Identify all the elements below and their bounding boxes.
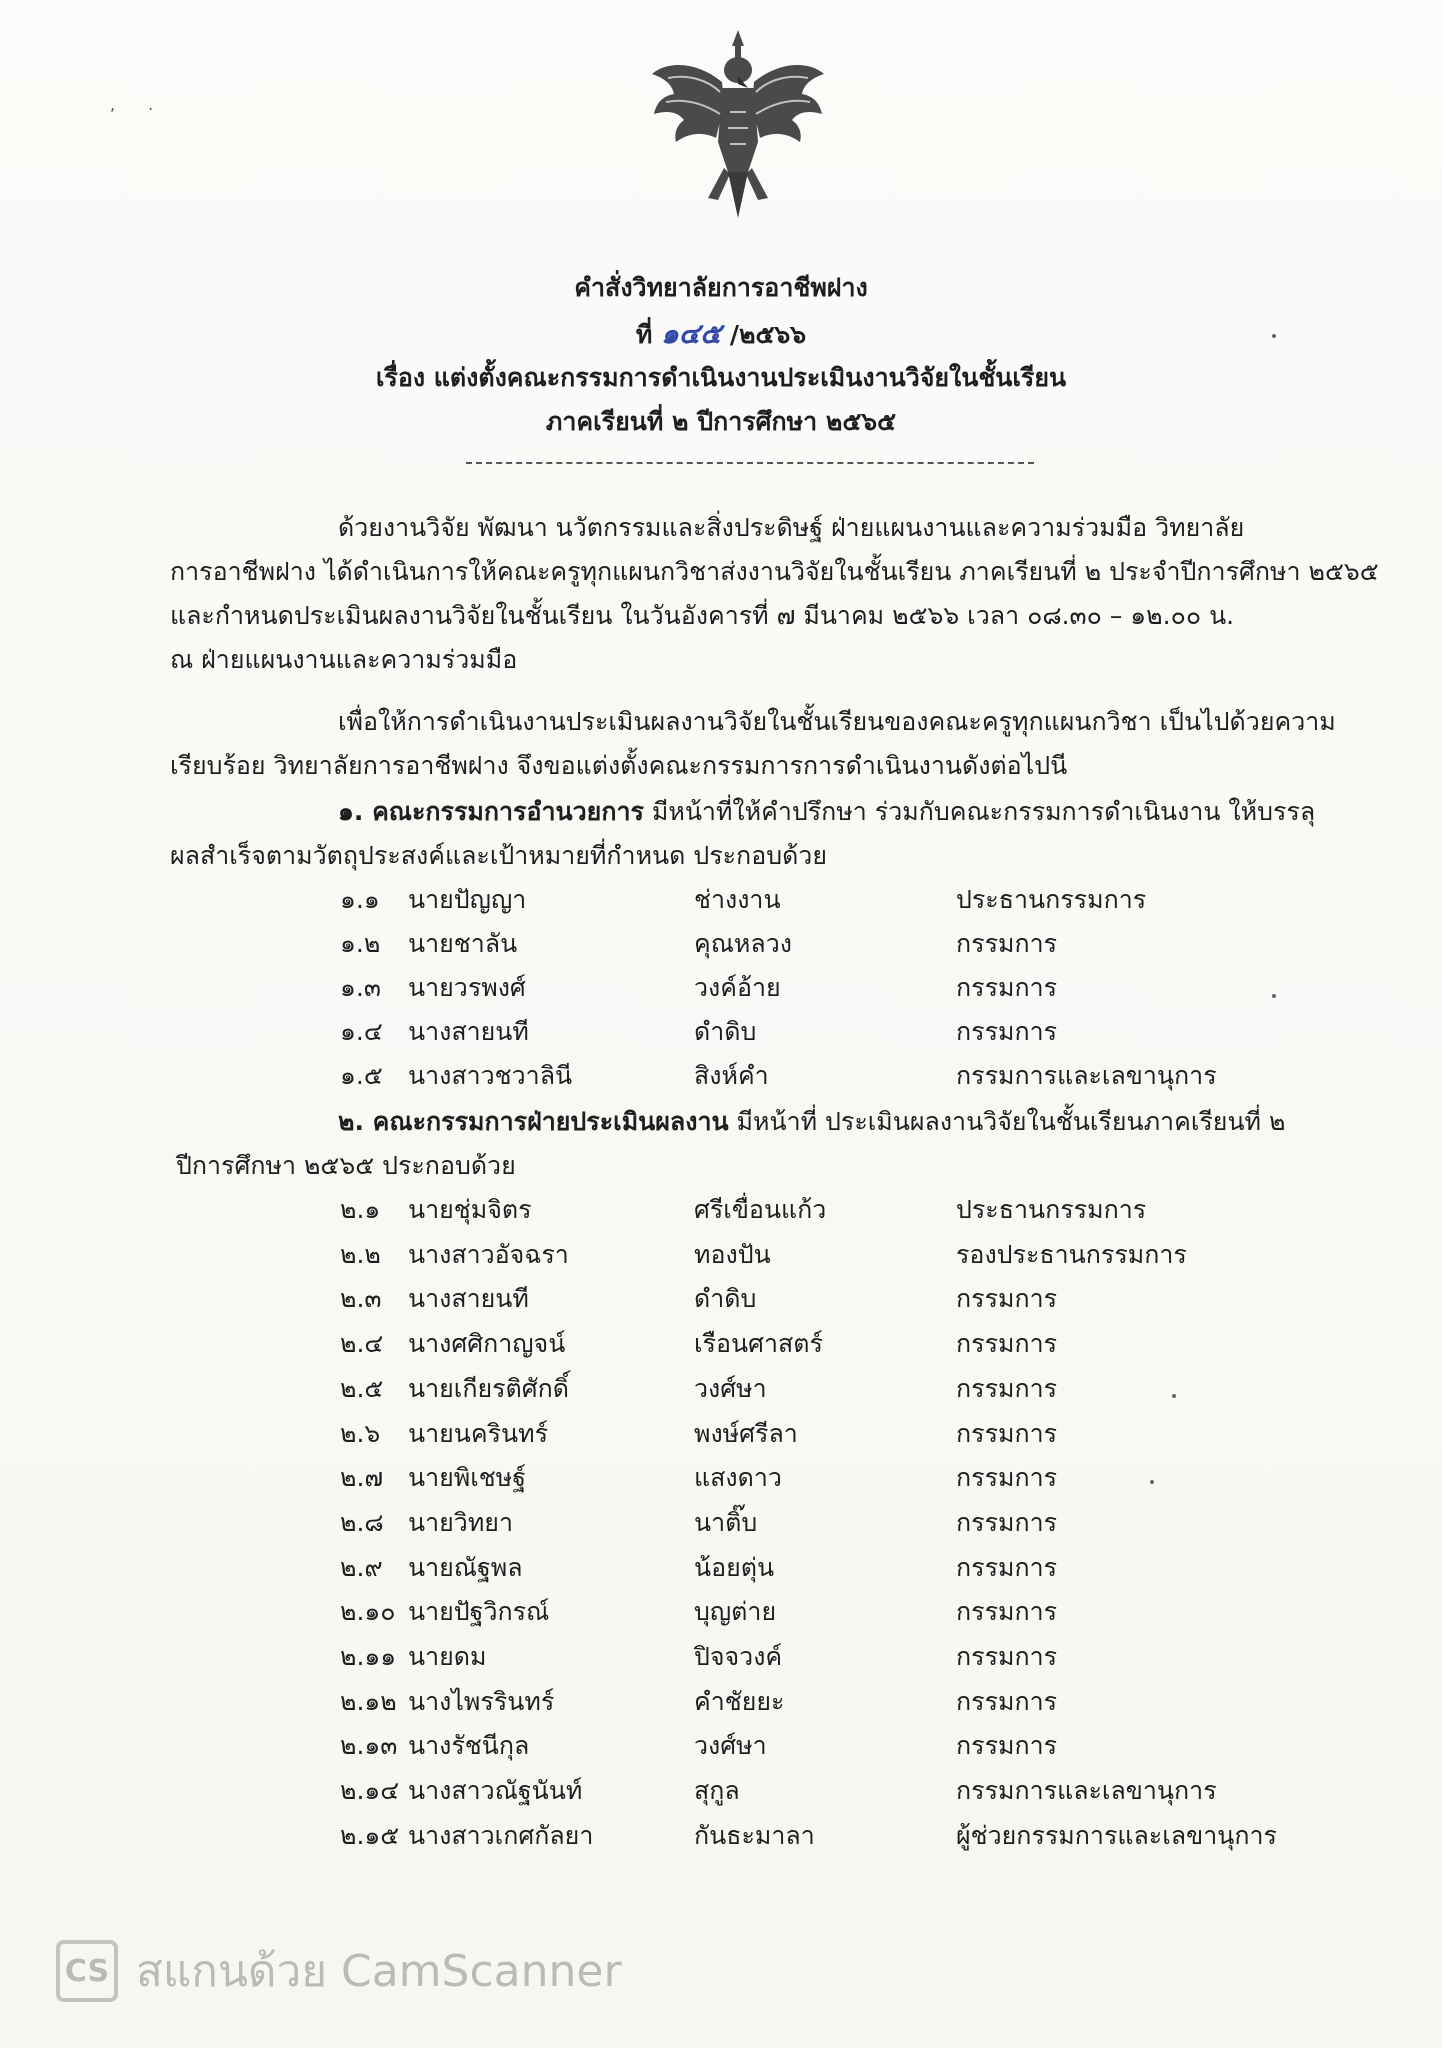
member-name: นายปัญญา xyxy=(408,885,527,914)
member-role: กรรมการ xyxy=(956,1284,1058,1314)
member-role: กรรมการ xyxy=(956,973,1058,1002)
member-number: ๒.๑๔ xyxy=(340,1776,400,1806)
member-role: กรรมการ xyxy=(956,1507,1058,1537)
section2-intro xyxy=(338,1102,1285,1142)
section1-intro xyxy=(338,792,1315,832)
member-name: นางรัชนีกุล xyxy=(408,1731,530,1761)
member-row xyxy=(0,1503,1442,1547)
member-row xyxy=(0,1235,1442,1279)
member-role: กรรมการ xyxy=(956,1642,1058,1671)
member-row xyxy=(0,1190,1442,1234)
member-number: ๒.๓ xyxy=(340,1284,382,1314)
member-role: กรรมการ xyxy=(956,1597,1058,1627)
member-role: กรรมการ xyxy=(956,1329,1058,1359)
member-surname: ปิจจวงค์ xyxy=(694,1642,783,1671)
number-prefix: ที่ xyxy=(635,320,653,349)
member-surname: คำชัยยะ xyxy=(694,1686,785,1716)
member-role: กรรมการ xyxy=(956,1017,1058,1046)
member-surname: คุณหลวง xyxy=(694,929,792,958)
member-name: นายวิทยา xyxy=(408,1507,513,1537)
garuda-emblem-icon xyxy=(638,22,838,222)
member-name: นายพิเชษฐ์ xyxy=(408,1463,527,1493)
intro-line: ณ ฝ่ายแผนงานและความร่วมมือ xyxy=(170,645,518,674)
member-row xyxy=(0,1324,1442,1368)
member-name: นายณัฐพล xyxy=(408,1552,523,1582)
member-surname: ดำดิบ xyxy=(694,1017,757,1046)
member-row xyxy=(0,1726,1442,1770)
member-surname: วงค์อ้าย xyxy=(694,973,781,1002)
member-name: นายชุ่มจิตร xyxy=(408,1195,532,1224)
member-surname: กันธะมาลา xyxy=(694,1820,815,1850)
section2-heading: ๒. คณะกรรมการฝ่ายประเมินผลงาน xyxy=(338,1107,729,1136)
section1-heading: ๑. คณะกรรมการอำนวยการ xyxy=(338,797,644,826)
member-role: ประธานกรรมการ xyxy=(956,885,1147,914)
member-role: กรรมการ xyxy=(956,929,1058,958)
section1-desc: มีหน้าที่ให้คำปรึกษา ร่วมกับคณะกรรมการดำเนินงาน ให้บรรลุ xyxy=(643,797,1316,826)
member-name: นางสาวชวาลินี xyxy=(408,1061,573,1090)
member-role: กรรมการ xyxy=(956,1686,1058,1716)
member-name: นายนครินทร์ xyxy=(408,1418,549,1448)
section2-desc-line2: ปีการศึกษา ๒๕๖๕ ประกอบด้วย xyxy=(176,1151,516,1180)
member-surname: ช่างงาน xyxy=(694,885,781,914)
member-row xyxy=(0,1012,1442,1056)
member-row xyxy=(0,968,1442,1012)
member-number: ๒.๑ xyxy=(340,1195,381,1224)
member-number: ๒.๒ xyxy=(340,1239,381,1269)
member-surname: สุกูล xyxy=(694,1776,740,1806)
camscanner-text: สแกนด้วย CamScanner xyxy=(136,1946,622,1997)
member-name: นางสาวณัฐนันท์ xyxy=(408,1776,583,1806)
member-surname: บุญต่าย xyxy=(694,1597,777,1627)
member-row xyxy=(0,1771,1442,1815)
member-row xyxy=(0,1592,1442,1636)
member-name: นางสาวอัจฉรา xyxy=(408,1239,569,1269)
member-surname: น้อยตุ่น xyxy=(694,1552,775,1582)
member-role: รองประธานกรรมการ xyxy=(956,1239,1187,1269)
member-number: ๒.๖ xyxy=(340,1418,381,1448)
member-role: กรรมการและเลขานุการ xyxy=(956,1061,1217,1090)
member-name: นางสาวเกศกัลยา xyxy=(408,1820,594,1850)
section1-desc-line2: ผลสำเร็จตามวัตถุประสงค์และเป้าหมายที่กำหนด ประกอบด้วย xyxy=(170,841,827,870)
member-surname: เรือนศาสตร์ xyxy=(694,1329,823,1359)
member-role: กรรมการและเลขานุการ xyxy=(956,1776,1217,1806)
member-number: ๒.๑๐ xyxy=(340,1597,396,1627)
purpose-line: เรียบร้อย วิทยาลัยการอาชีพฝาง จึงขอแต่งตั้งคณะกรรมการการดำเนินงานดังต่อไปนี xyxy=(170,751,1068,780)
member-row xyxy=(0,1682,1442,1726)
purpose-line: เพื่อให้การดำเนินงานประเมินผลงานวิจัยในชั้นเรียนของคณะครูทุกแผนกวิชา เป็นไปด้วยความ xyxy=(338,707,1336,736)
member-surname: แสงดาว xyxy=(694,1463,782,1493)
member-row xyxy=(0,1458,1442,1502)
member-number: ๑.๔ xyxy=(340,1017,383,1046)
member-number: ๒.๑๓ xyxy=(340,1731,398,1761)
camscanner-watermark xyxy=(56,1934,622,2008)
camscanner-logo: CS xyxy=(56,1940,118,2002)
member-surname: สิงห์คำ xyxy=(694,1061,769,1090)
member-surname: วงศ์ษา xyxy=(694,1731,767,1761)
member-number: ๑.๑ xyxy=(340,885,380,914)
member-role: กรรมการ xyxy=(956,1731,1058,1761)
member-number: ๒.๑๕ xyxy=(340,1820,400,1850)
member-name: นายชาลัน xyxy=(408,929,518,958)
member-number: ๒.๑๑ xyxy=(340,1642,397,1671)
member-name: นายปัฐวิกรณ์ xyxy=(408,1597,550,1627)
intro-line: ด้วยงานวิจัย พัฒนา นวัตกรรมและสิ่งประดิษฐ์ ฝ่ายแผนงานและความร่วมมือ วิทยาลัย xyxy=(338,513,1245,542)
member-row xyxy=(0,1056,1442,1100)
member-row xyxy=(0,1414,1442,1458)
member-row xyxy=(0,924,1442,968)
member-name: นางสายนที xyxy=(408,1284,529,1314)
member-name: นางไพรรินทร์ xyxy=(408,1686,555,1716)
member-name: นายเกียรติศักดิ์ xyxy=(408,1373,570,1403)
member-number: ๑.๕ xyxy=(340,1061,383,1090)
member-surname: พงษ์ศรีลา xyxy=(694,1418,798,1448)
member-number: ๒.๗ xyxy=(340,1463,384,1493)
order-number xyxy=(0,312,1442,356)
header-divider xyxy=(466,462,1034,464)
order-term: ภาคเรียนที่ ๒ ปีการศึกษา ๒๕๖๕ xyxy=(545,407,897,436)
number-suffix: /๒๕๖๖ xyxy=(729,320,807,349)
member-row xyxy=(0,1279,1442,1323)
intro-line: และกำหนดประเมินผลงานวิจัยในชั้นเรียน ในวันอังคารที่ ๗ มีนาคม ๒๕๖๖ เวลา ๐๘.๓๐ – ๑๒.๐๐ น. xyxy=(170,601,1235,630)
member-role: ประธานกรรมการ xyxy=(956,1195,1147,1224)
member-number: ๑.๓ xyxy=(340,973,381,1002)
order-subject: เรื่อง แต่งตั้งคณะกรรมการดำเนินงานประเมินงานวิจัยในชั้นเรียน xyxy=(375,363,1067,392)
member-number: ๒.๕ xyxy=(340,1373,384,1403)
member-surname: ศรีเขื่อนแก้ว xyxy=(694,1195,827,1224)
member-name: นายดม xyxy=(408,1642,487,1671)
member-surname: นาติ๊บ xyxy=(694,1507,758,1537)
member-number: ๒.๘ xyxy=(340,1507,384,1537)
member-number: ๑.๒ xyxy=(340,929,381,958)
member-role: กรรมการ xyxy=(956,1552,1058,1582)
member-row xyxy=(0,1369,1442,1413)
member-surname: ทองปัน xyxy=(694,1239,771,1269)
member-number: ๒.๑๒ xyxy=(340,1686,397,1716)
intro-line: การอาชีพฝาง ได้ดำเนินการให้คณะครูทุกแผนกวิชาส่งงานวิจัยในชั้นเรียน ภาคเรียนที่ ๒ ประจำปีการศึกษา ๒๕๖๕ xyxy=(170,557,1379,586)
member-role: ผู้ช่วยกรรมการและเลขานุการ xyxy=(956,1820,1277,1850)
member-role: กรรมการ xyxy=(956,1463,1058,1493)
member-row xyxy=(0,880,1442,924)
member-role: กรรมการ xyxy=(956,1418,1058,1448)
handwritten-number: ๑๔๕ xyxy=(661,317,722,350)
member-row xyxy=(0,1816,1442,1860)
order-title: คำสั่งวิทยาลัยการอาชีพฝาง xyxy=(574,273,868,302)
member-name: นายวรพงศ์ xyxy=(408,973,526,1002)
member-row xyxy=(0,1637,1442,1681)
section2-desc: มีหน้าที่ ประเมินผลงานวิจัยในชั้นเรียนภาคเรียนที่ ๒ xyxy=(728,1107,1286,1136)
member-name: นางสายนที xyxy=(408,1017,529,1046)
member-number: ๒.๙ xyxy=(340,1552,383,1582)
member-role: กรรมการ xyxy=(956,1373,1058,1403)
member-row xyxy=(0,1548,1442,1592)
member-name: นางศศิกาญจน์ xyxy=(408,1329,566,1359)
member-surname: วงศ์ษา xyxy=(694,1373,767,1403)
member-surname: ดำดิบ xyxy=(694,1284,757,1314)
member-number: ๒.๔ xyxy=(340,1329,384,1359)
scan-speck: , . xyxy=(110,95,168,114)
